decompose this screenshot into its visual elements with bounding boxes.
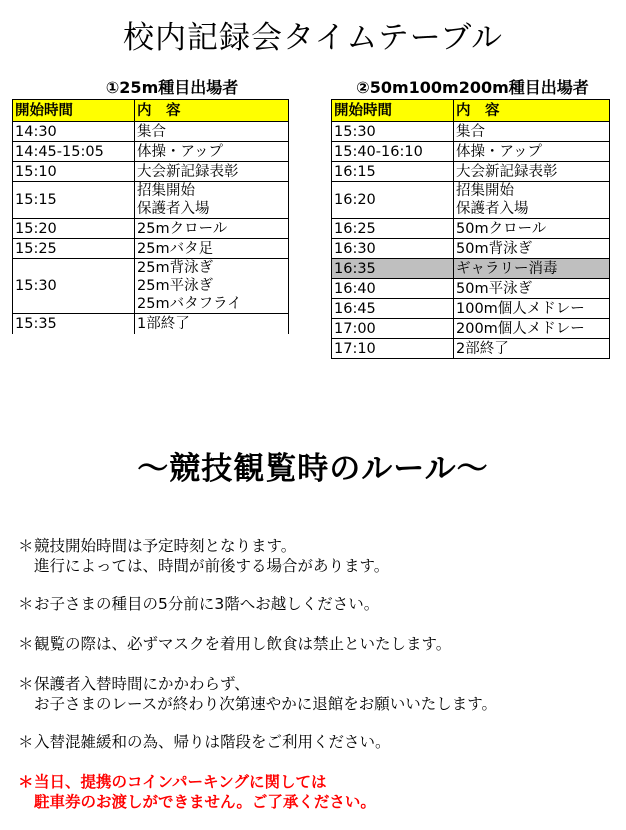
asterisk-marker: ＊ <box>18 675 34 693</box>
content-cell <box>135 162 289 182</box>
table-row <box>332 239 610 259</box>
rule-text: 当日、提携のコインパーキングに関しては <box>34 773 327 791</box>
content-line: 50m平泳ぎ <box>456 280 533 297</box>
content-cell <box>135 314 289 334</box>
start-time-cell: 15:10 <box>13 162 135 182</box>
table-row <box>332 182 610 219</box>
content-cell <box>454 182 610 219</box>
start-time-cell: 16:15 <box>332 162 454 182</box>
content-cell <box>454 339 610 359</box>
content-line: 体操・アップ <box>456 143 542 160</box>
content-line: 2部終了 <box>456 340 509 357</box>
content-line: ギャラリー消毒 <box>456 260 558 277</box>
content-line: 25m背泳ぎ <box>137 260 214 276</box>
content-line: 集合 <box>137 123 166 140</box>
content-line: 保護者入場 <box>456 201 529 217</box>
content-line: 招集開始 <box>456 183 514 199</box>
table-row <box>332 219 610 239</box>
content-cell <box>454 259 610 279</box>
start-time-cell: 14:30 <box>13 122 135 142</box>
start-time-cell: 16:20 <box>332 182 454 219</box>
content-line: 25mバタ足 <box>137 240 214 257</box>
content-cell <box>454 239 610 259</box>
table2-subtitle: ②50m100m200m種目出場者 <box>356 78 589 97</box>
page-title: 校内記録会タイムテーブル <box>123 20 503 56</box>
start-time-cell: 15:20 <box>13 219 135 239</box>
rule-item <box>18 732 391 752</box>
rule-item <box>18 772 376 812</box>
content-cell <box>454 219 610 239</box>
content-line: 100m個人メドレー <box>456 300 585 317</box>
content-line: 25mクロール <box>137 220 228 237</box>
content-cell <box>454 319 610 339</box>
table-row <box>332 162 610 182</box>
rule-text: 進行によっては、時間が前後する場合があります。 <box>34 557 390 575</box>
start-time-cell: 17:00 <box>332 319 454 339</box>
content-cell <box>135 122 289 142</box>
rule-item <box>18 674 497 714</box>
content-cell <box>135 182 289 219</box>
start-time-cell: 15:35 <box>13 314 135 334</box>
rule-text: お子さまのレースが終わり次第速やかに退館をお願いいたします。 <box>34 695 497 713</box>
start-time-cell: 14:45-15:05 <box>13 142 135 162</box>
table-row <box>13 259 289 314</box>
asterisk-marker: ＊ <box>18 733 34 751</box>
table-row <box>13 142 289 162</box>
rule-text: 観覧の際は、必ずマスクを着用し飲食は禁止といたします。 <box>34 635 452 653</box>
rule-text: 入替混雑緩和の為、帰りは階段をご利用ください。 <box>34 733 391 751</box>
table-row <box>332 339 610 359</box>
rule-text: 競技開始時間は予定時刻となります。 <box>34 537 297 555</box>
asterisk-marker: ＊ <box>18 773 34 791</box>
content-line: 大会新記録表彰 <box>456 163 558 180</box>
start-time-cell: 16:35 <box>332 259 454 279</box>
content-line: 50m背泳ぎ <box>456 240 533 257</box>
content-cell <box>135 219 289 239</box>
table-header-row <box>332 100 610 122</box>
content-cell <box>135 142 289 162</box>
table-row <box>332 122 610 142</box>
table-row <box>13 122 289 142</box>
start-time-cell: 15:30 <box>332 122 454 142</box>
asterisk-marker: ＊ <box>18 537 34 555</box>
rule-item <box>18 634 451 654</box>
column-header-start-time: 開始時間 <box>13 100 135 122</box>
start-time-cell: 16:45 <box>332 299 454 319</box>
rule-text: 駐車券のお渡しができません。ご了承ください。 <box>34 793 376 811</box>
content-cell <box>454 122 610 142</box>
content-cell <box>454 279 610 299</box>
start-time-cell: 15:25 <box>13 239 135 259</box>
content-cell <box>135 239 289 259</box>
table-header-row <box>13 100 289 122</box>
start-time-cell: 16:25 <box>332 219 454 239</box>
content-cell <box>454 299 610 319</box>
column-header-start-time: 開始時間 <box>332 100 454 122</box>
content-line: 保護者入場 <box>137 201 210 217</box>
content-line: 25m平泳ぎ <box>137 278 214 294</box>
start-time-cell: 16:40 <box>332 279 454 299</box>
content-line: 1部終了 <box>137 315 190 332</box>
content-line: 集合 <box>456 123 485 140</box>
table-row <box>13 239 289 259</box>
content-line: 50mクロール <box>456 220 547 237</box>
content-line: 200m個人メドレー <box>456 320 585 337</box>
content-cell <box>454 162 610 182</box>
table-row <box>332 142 610 162</box>
start-time-cell: 17:10 <box>332 339 454 359</box>
rules-title: ～競技観覧時のルール～ <box>137 451 489 487</box>
timetable-25m <box>12 99 289 334</box>
content-line: 大会新記録表彰 <box>137 163 239 180</box>
column-header-content: 内 容 <box>454 100 610 122</box>
content-line: 招集開始 <box>137 183 195 199</box>
content-line: 25mバタフライ <box>137 296 242 312</box>
table-row <box>332 319 610 339</box>
column-header-content: 内 容 <box>135 100 289 122</box>
rule-text: お子さまの種目の5分前に3階へお越しください。 <box>34 595 380 613</box>
content-cell <box>135 259 289 314</box>
rule-item <box>18 594 379 614</box>
content-line: 体操・アップ <box>137 143 223 160</box>
start-time-cell: 15:15 <box>13 182 135 219</box>
table-row <box>13 314 289 334</box>
table1-subtitle: ①25m種目出場者 <box>105 78 239 97</box>
timetable-50m-100m-200m <box>331 99 610 359</box>
rule-text: 保護者入替時間にかかわらず、 <box>34 675 250 693</box>
table-row <box>332 259 610 279</box>
table-row <box>332 299 610 319</box>
table-row <box>13 162 289 182</box>
asterisk-marker: ＊ <box>18 635 34 653</box>
table-row <box>13 182 289 219</box>
table-row <box>332 279 610 299</box>
table-row <box>13 219 289 239</box>
asterisk-marker: ＊ <box>18 595 34 613</box>
rule-item <box>18 536 389 576</box>
start-time-cell: 15:30 <box>13 259 135 314</box>
start-time-cell: 15:40-16:10 <box>332 142 454 162</box>
content-cell <box>454 142 610 162</box>
start-time-cell: 16:30 <box>332 239 454 259</box>
